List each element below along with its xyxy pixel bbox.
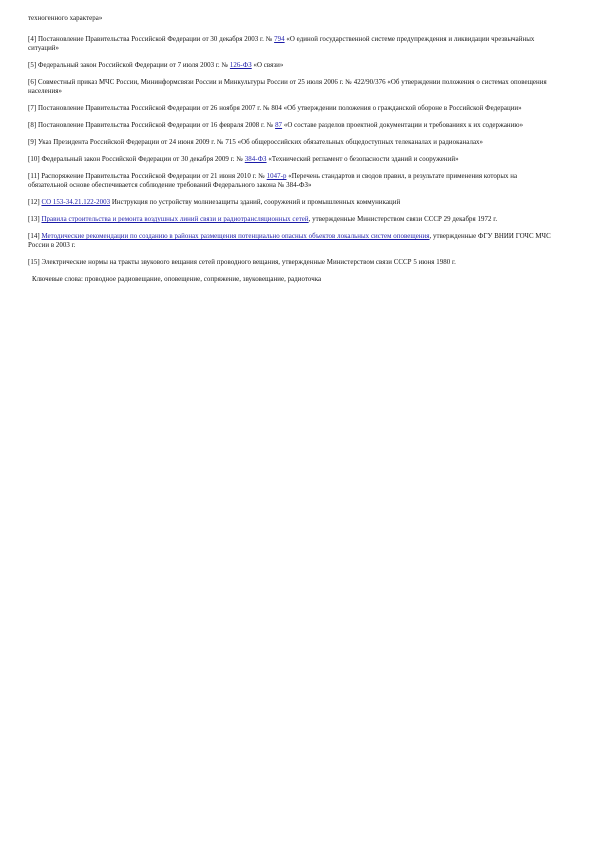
reference-text: [5] Федеральный закон Российской Федерации от 7 июля 2003 г. № — [28, 62, 230, 69]
reference-11 — [28, 172, 555, 190]
reference-10 — [28, 155, 555, 164]
reference-9 — [28, 138, 555, 147]
keywords-line: Ключевые слова: проводное радиовещание, оповещение, сопряжение, звуковещание, радиоточка — [32, 276, 322, 283]
reference-link[interactable]: Методические рекомендации по созданию в районах размещения потенциально опасных объектов локальных систем оповещения — [41, 233, 430, 240]
reference-text: «Технический регламент о безопасности зданий и сооружений» — [266, 156, 459, 163]
reference-15 — [28, 258, 555, 267]
reference-text: [6] Совместный приказ МЧС России, Мининформсвязи России и Минкультуры России от 25 июля 2006 г. № 422/90/376 «Об утверждении положения о системах оповещения населения» — [28, 79, 547, 95]
reference-link[interactable]: 1047-р — [266, 173, 287, 180]
reference-8 — [28, 121, 555, 130]
reference-text: [7] Постановление Правительства Российской Федерации от 26 ноября 2007 г. № 804 «Об утверждении положения о гражданской обороне в Российской Федерации» — [28, 105, 522, 112]
reference-text: «О составе разделов проектной документации и требованиях к их содержанию» — [282, 122, 524, 129]
reference-link[interactable]: 794 — [274, 36, 285, 43]
reference-link[interactable]: 87 — [275, 122, 283, 129]
reference-text: [10] Федеральный закон Российской Федерации от 30 декабря 2009 г. № — [28, 156, 245, 163]
reference-text: , утвержденные ФГУ ВНИИ ГОЧС МЧС России в 2003 г. — [28, 233, 551, 249]
reference-12 — [28, 198, 555, 207]
reference-text: [13] — [28, 216, 42, 223]
reference-text: [15] Электрические нормы на тракты звукового вещания сетей проводного вещания, утвержденные Министерством связи СССР 5 июня 1980 г. — [28, 259, 456, 266]
reference-13 — [28, 215, 555, 224]
reference-text: [14] — [28, 233, 42, 240]
reference-text: , утвержденные Министерством связи СССР 29 декабря 1972 г. — [308, 216, 498, 223]
reference-link[interactable]: СО 153-34.21.122-2003 — [41, 199, 111, 206]
reference-14 — [28, 232, 555, 250]
reference-link[interactable]: Правила строительства и ремонта воздушных линий связи и радиотрансляционных сетей — [41, 216, 309, 223]
reference-text: «Перечень стандартов и сводов правил, в результате применения которых на обязательной основе обеспечивается соблюдение требований Федерального закона № 384-ФЗ» — [28, 173, 518, 189]
reference-text: [12] — [28, 199, 42, 206]
reference-7 — [28, 104, 555, 113]
reference-link[interactable]: 126-ФЗ — [229, 62, 252, 69]
reference-text: [8] Постановление Правительства Российской Федерации от 16 февраля 2008 г. № — [28, 122, 276, 129]
reference-6 — [28, 78, 555, 96]
reference-text: «О связи» — [251, 62, 284, 69]
reference-text: «О единой государственной системе предупреждения и ликвидации чрезвычайных ситуаций» — [28, 36, 535, 52]
reference-text: [11] Распоряжение Правительства Российской Федерации от 21 июня 2010 г. № — [28, 173, 267, 180]
reference-text: [4] Постановление Правительства Российской Федерации от 30 декабря 2003 г. № — [28, 36, 275, 43]
reference-text: Инструкция по устройству молниезащиты зданий, сооружений и промышленных коммуникаций — [110, 199, 401, 206]
reference-text: [9] Указ Президента Российской Федерации от 24 июня 2009 г. № 715 «Об общероссийских обязательных общедоступных телеканалах и радиоканалах» — [28, 139, 484, 146]
reference-4 — [28, 35, 555, 53]
reference-5 — [28, 61, 555, 70]
lead-text: техногенного характера» — [28, 15, 103, 22]
reference-link[interactable]: 384-ФЗ — [244, 156, 267, 163]
